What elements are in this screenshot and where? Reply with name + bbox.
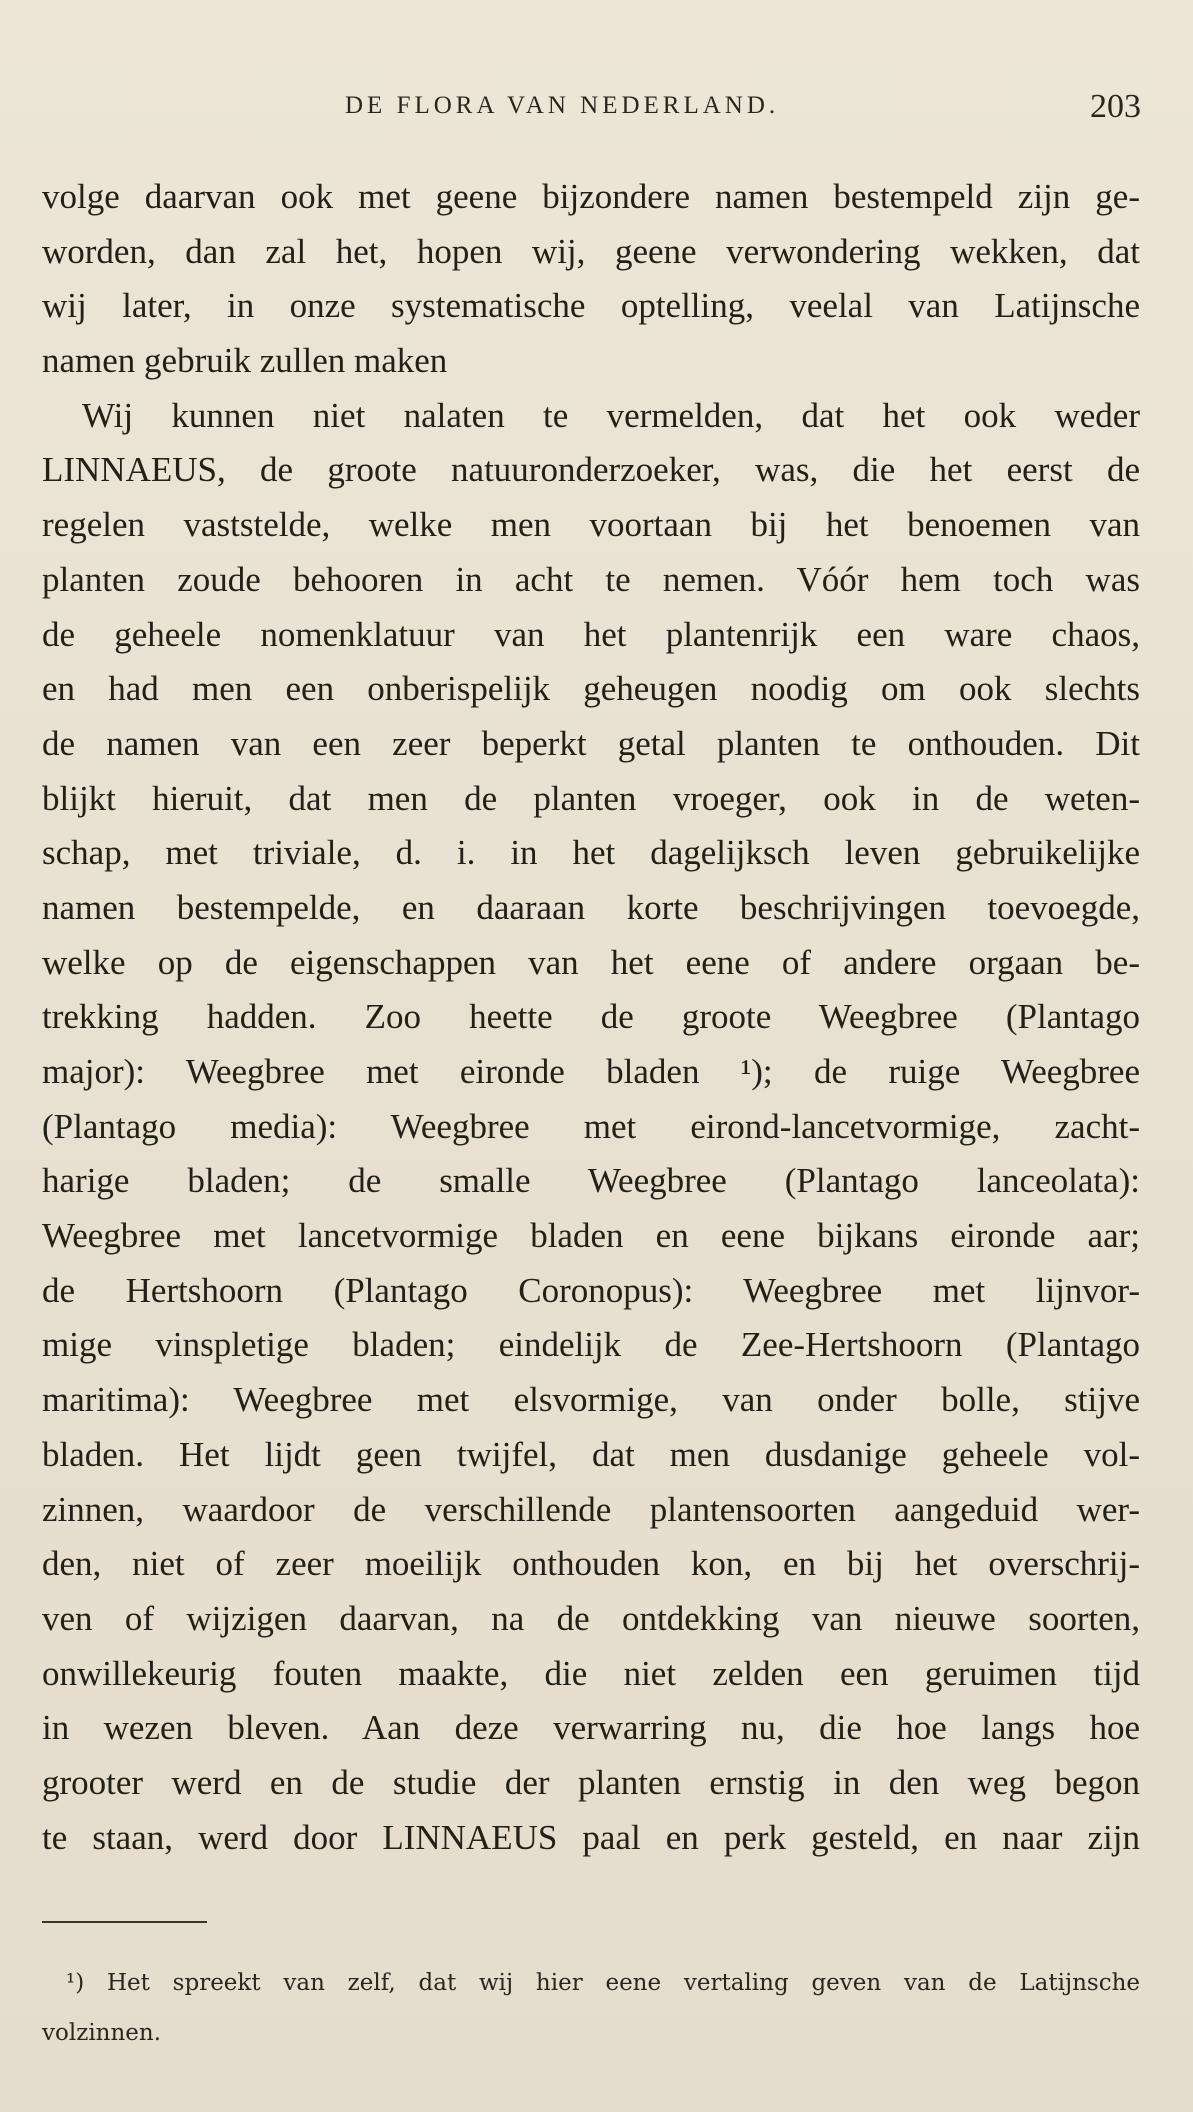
text-line: planten zoude behooren in acht te nemen. Vóór hem toch was	[42, 559, 1140, 599]
text-line: volge daarvan ook met geene bijzondere namen bestempeld zijn ge-	[42, 177, 1140, 216]
footnote	[42, 1958, 1140, 2058]
text-line: zinnen, waardoor de verschillende plantensoorten aangeduid wer-	[42, 1489, 1140, 1529]
text-line: wij later, in onze systematische optelling, veelal van Latijnsche	[42, 286, 1140, 326]
running-title: DE FLORA VAN NEDERLAND.	[345, 92, 780, 119]
text-line: in wezen bleven. Aan deze verwarring nu, die hoe langs hoe	[42, 1708, 1140, 1748]
text-line: Weegbree met lancetvormige bladen en eene bijkans eironde aar;	[42, 1216, 1140, 1256]
page-number: 203	[1090, 88, 1141, 125]
text-line: de geheele nomenklatuur van het plantenrijk een ware chaos,	[42, 614, 1140, 654]
text-line: harige bladen; de smalle Weegbree (Plantago lanceolata):	[42, 1161, 1140, 1201]
text-line: den, niet of zeer moeilijk onthouden kon, en bij het overschrij-	[42, 1544, 1140, 1584]
footnote-marker: ¹)	[66, 1970, 85, 1996]
text-line: Wij kunnen niet nalaten te vermelden, dat het ook weder	[82, 395, 1140, 435]
text-line: bladen. Het lijdt geen twijfel, dat men dusdanige geheele vol-	[42, 1434, 1140, 1474]
text-line: onwillekeurig fouten maakte, die niet zelden een geruimen tijd	[42, 1653, 1140, 1693]
text-line: te staan, werd door LINNAEUS paal en perk gesteld, en naar zijn	[42, 1817, 1140, 1857]
text-line: trekking hadden. Zoo heette de groote Weegbree (Plantago	[42, 997, 1140, 1037]
text-line: grooter werd en de studie der planten ernstig in den weg begon	[42, 1762, 1140, 1802]
footnote-divider	[42, 1921, 207, 1923]
text-line: schap, met triviale, d. i. in het dagelijksch leven gebruikelijke	[42, 833, 1140, 873]
text-line: blijkt hieruit, dat men de planten vroeger, ook in de weten-	[42, 778, 1140, 818]
footnote-line: volzinnen.	[42, 2020, 162, 2046]
text-line: (Plantago media): Weegbree met eirond-lancetvormige, zacht-	[42, 1106, 1140, 1146]
text-line: namen bestempelde, en daaraan korte beschrijvingen toevoegde,	[42, 887, 1140, 927]
body-text	[42, 170, 1140, 1865]
text-line: mige vinspletige bladen; eindelijk de Zee-Hertshoorn (Plantago	[42, 1325, 1140, 1365]
text-line: ven of wijzigen daarvan, na de ontdekking van nieuwe soorten,	[42, 1598, 1140, 1638]
text-line: de namen van een zeer beperkt getal planten te onthouden. Dit	[42, 723, 1140, 763]
text-line: welke op de eigenschappen van het eene of andere orgaan be-	[42, 942, 1140, 982]
text-line: regelen vaststelde, welke men voortaan bij het benoemen van	[42, 505, 1140, 545]
text-line: maritima): Weegbree met elsvormige, van onder bolle, stijve	[42, 1380, 1140, 1420]
footnote-text: Het spreekt van zelf, dat wij hier eene vertaling geven van de Latijnsche	[106, 1970, 1141, 1996]
text-line: worden, dan zal het, hopen wij, geene verwondering wekken, dat	[42, 231, 1140, 271]
text-line: major): Weegbree met eironde bladen ¹); de ruige Weegbree	[42, 1052, 1140, 1091]
footnote-line	[42, 1958, 1140, 2008]
text-line: namen gebruik zullen maken	[42, 341, 448, 381]
text-line: de Hertshoorn (Plantago Coronopus): Weegbree met lijnvor-	[42, 1270, 1140, 1310]
text-line: LINNAEUS, de groote natuuronderzoeker, was, die het eerst de	[42, 450, 1140, 490]
text-line: en had men een onberispelijk geheugen noodig om ook slechts	[42, 669, 1140, 709]
